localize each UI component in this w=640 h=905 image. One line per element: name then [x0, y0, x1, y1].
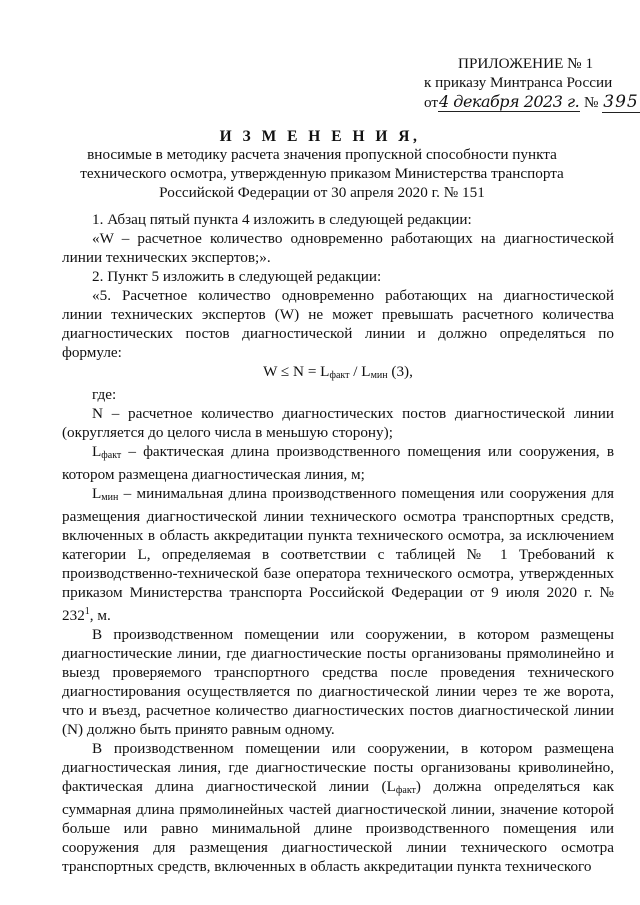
formula: $W \le N = L_{факт} / L_{мин}$ (3),: [263, 363, 413, 381]
handwritten-date: 4 декабря 2023 г.: [439, 92, 580, 111]
paragraph-4: «5. Расчетное количество одновременно работающих на диагностической линии технических экспертов (W) не может превышать расчетного количества диагностических постов диагностической линии и должно определяться по формуле:: [62, 287, 614, 361]
document-subtitle: вносимые в методику расчета значения пропускной способности пункта технического осмотра, утвержденную приказом Министерства транспорта Российской Федерации от 30 апреля 2020 г. № 151: [80, 146, 564, 201]
definition-lmin: $L_{мин}$ – минимальная длина производственного помещения или сооружения для размещения диагностической линии технического осмотра транспортных средств, включенных в область аккредитации пункта технического осмотра, за исключением категории L, определяемая в соответствии с таблицей № 1 Требований к производственно-технической базе оператора технического осмотра, утвержденных приказом Министерства транспорта Российской Федерации от 9 июля 2020 г. № $232^1$, м.: [62, 485, 614, 625]
appendix-order-line: к приказу Минтранса России: [424, 74, 613, 91]
where-label: где:: [92, 386, 117, 403]
document-title: И З М Е Н Е Н И Я,: [219, 128, 421, 145]
paragraph-straight-line: В производственном помещении или сооружении, в котором размещены диагностические линии, где диагностические посты организованы прямолинейно и выезд проверяемого транспортного средства после проведения технического диагностирования осуществляется по диагностической линии через те же ворота, что и въезд, расчетное количество диагностических постов диагностической линии (N) должно быть принято равным одному.: [62, 626, 614, 739]
paragraph-2: «W – расчетное количество одновременно работающих на диагностической линии технических экспертов;».: [62, 230, 614, 266]
paragraph-1: 1. Абзац пятый пункта 4 изложить в следующей редакции:: [92, 211, 472, 228]
appendix-block: [424, 54, 639, 112]
handwritten-number: 395: [603, 92, 639, 112]
appendix-title: ПРИЛОЖЕНИЕ № 1: [458, 55, 594, 72]
definition-n: N – расчетное количество диагностических постов диагностической линии (округляется до целого числа в меньшую сторону);: [62, 405, 614, 441]
paragraph-3: 2. Пункт 5 изложить в следующей редакции:: [92, 268, 382, 285]
footnote-ref: 1: [84, 606, 90, 617]
document-body: [62, 210, 614, 876]
date-prefix: от: [424, 94, 439, 111]
appendix-date-line: [424, 92, 639, 112]
definition-lfact: $L_{факт}$ – фактическая длина производственного помещения или сооружения, в котором размещена диагностическая линия, м;: [62, 443, 614, 483]
number-prefix: №: [583, 94, 599, 111]
paragraph-curved-line: В производственном помещении или сооружении, в котором размещена диагностическая линия, где диагностические посты организованы криволинейно, фактическая длина диагностической линии $(L_{факт})$ должна определяться как суммарная длина прямолинейных частей диагностической линии, значение которой больше или равно минимальной длине производственного помещения или сооружения для размещения диагностической линии технического осмотра транспортных средств, включенных в область аккредитации пункта технического: [62, 740, 614, 876]
